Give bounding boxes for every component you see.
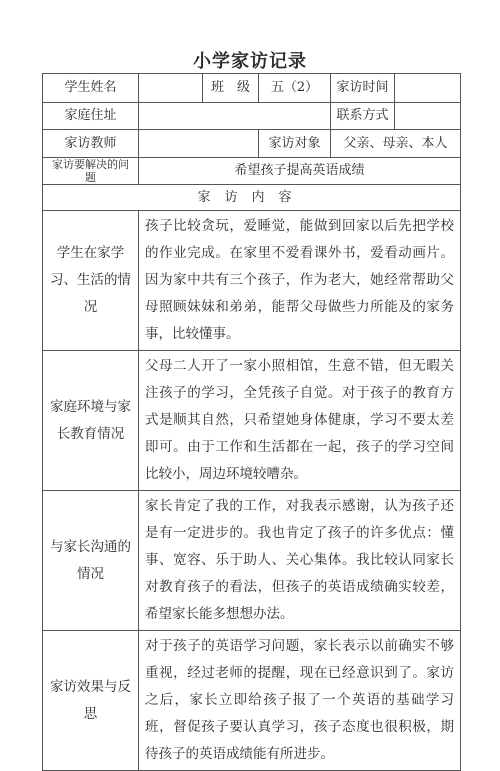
section-label-visit-effect: 家访效果与反思 (43, 631, 139, 771)
teacher-value[interactable] (139, 130, 259, 158)
address-value[interactable] (139, 103, 331, 130)
section-label-home-study: 学生在家学习、生活的情况 (43, 211, 139, 351)
visit-record-table (42, 73, 461, 771)
section-label-parent-communication: 与家长沟通的情况 (43, 491, 139, 631)
problem-label: 家访要解决的问题 (43, 158, 139, 185)
page-title: 小学家访记录 (193, 51, 307, 72)
contact-label: 联系方式 (331, 103, 395, 130)
content-heading: 家访内容 (43, 185, 461, 211)
contact-value[interactable] (395, 103, 461, 130)
student-name-value[interactable] (139, 74, 203, 103)
visit-target-label: 家访对象 (259, 130, 331, 158)
section-text-parent-communication[interactable]: 家长肯定了我的工作，对我表示感谢，认为孩子还是有一定进步的。我也肯定了孩子的许多优点：懂事、宽容、乐于助人、关心集体。我比较认同家长对教育孩子的看法，但孩子的英语成绩确实较差，希望家长能多想想办法。 (139, 491, 461, 631)
section-text-home-study[interactable]: 孩子比较贪玩，爱睡觉，能做到回家以后先把学校的作业完成。在家里不爱看课外书，爱看动画片。因为家中共有三个孩子，作为老大，她经常帮助父母照顾妹妹和弟弟，能帮父母做些力所能及的家务事，比较懂事。 (139, 211, 461, 351)
visit-target-value[interactable]: 父亲、母亲、本人 (331, 130, 461, 158)
section-text-visit-effect[interactable]: 对于孩子的英语学习问题，家长表示以前确实不够重视，经过老师的提醒，现在已经意识到了。家访之后，家长立即给孩子报了一个英语的基础学习班，督促孩子要认真学习，孩子态度也很积极，期待孩子的英语成绩能有所进步。 (139, 631, 461, 771)
teacher-label: 家访教师 (43, 130, 139, 158)
section-text-family-environment[interactable]: 父母二人开了一家小照相馆，生意不错，但无暇关注孩子的学习，全凭孩子自觉。对于孩子的教育方式是顺其自然，只希望她身体健康，学习不要太差即可。由于工作和生活都在一起，孩子的学习空间比较小，周边环境较嘈杂。 (139, 351, 461, 491)
problem-value[interactable]: 希望孩子提高英语成绩 (139, 158, 461, 185)
visit-time-label: 家访时间 (331, 74, 395, 103)
student-name-label: 学生姓名 (43, 74, 139, 103)
class-value[interactable]: 五（2） (259, 74, 331, 103)
visit-time-value[interactable] (395, 74, 461, 103)
address-label: 家庭住址 (43, 103, 139, 130)
class-label: 班 级 (203, 74, 259, 103)
section-label-family-environment: 家庭环境与家长教育情况 (43, 351, 139, 491)
